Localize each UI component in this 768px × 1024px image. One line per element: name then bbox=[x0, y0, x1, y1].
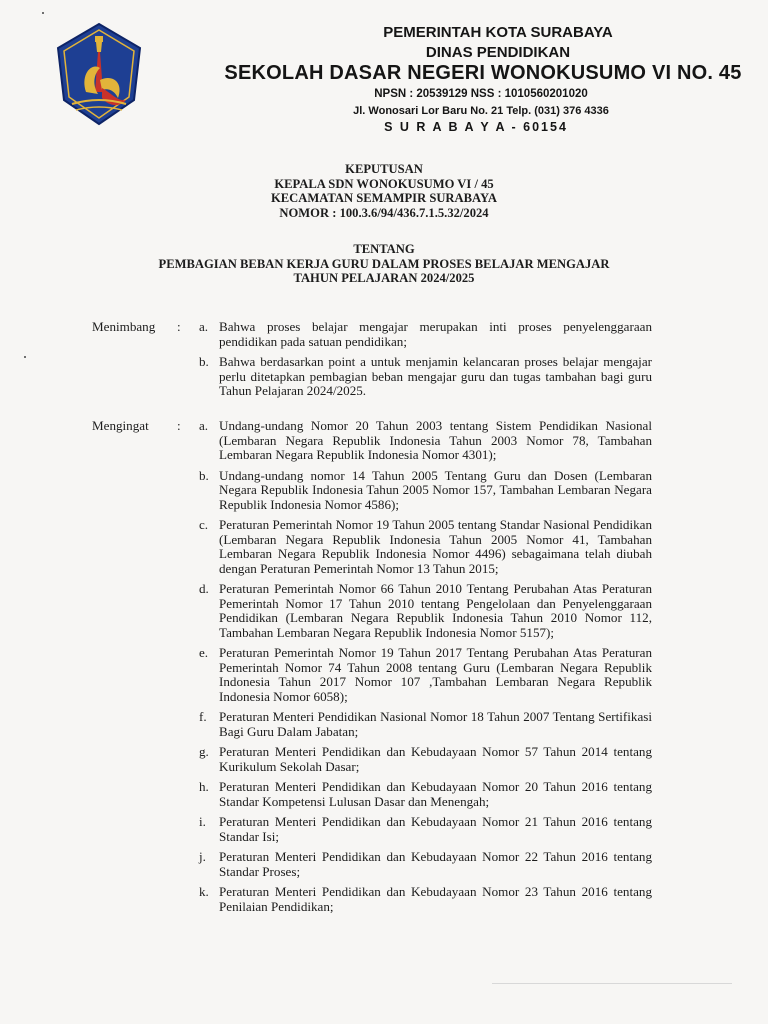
menimbang-label: Menimbang bbox=[92, 319, 156, 334]
list-item bbox=[199, 419, 652, 463]
item-text: Peraturan Menteri Pendidikan dan Kebudayaan Nomor 21 Tahun 2016 tentang Standar Isi; bbox=[219, 814, 652, 844]
item-marker: j. bbox=[199, 849, 206, 864]
list-item bbox=[199, 815, 652, 844]
decree-district: KECAMATAN SEMAMPIR SURABAYA bbox=[270, 191, 497, 205]
item-text: Peraturan Menteri Pendidikan dan Kebudayaan Nomor 23 Tahun 2016 tentang Penilaian Pendidikan; bbox=[219, 884, 652, 914]
section-colon: : bbox=[177, 319, 181, 334]
list-item bbox=[199, 355, 652, 399]
item-text: Peraturan Menteri Pendidikan dan Kebudayaan Nomor 22 Tahun 2016 tentang Standar Proses; bbox=[219, 849, 652, 879]
surabaya-city-emblem-icon bbox=[56, 22, 142, 126]
decree-issuer: KEPALA SDN WONOKUSUMO VI / 45 bbox=[274, 176, 494, 191]
department-name: DINAS PENDIDIKAN bbox=[425, 44, 571, 61]
mengingat-section bbox=[92, 419, 652, 920]
item-marker: h. bbox=[199, 779, 209, 794]
item-text: Peraturan Menteri Pendidikan Nasional Nomor 18 Tahun 2007 Tentang Sertifikasi Bagi Guru Dalam Jabatan; bbox=[219, 709, 652, 739]
list-item bbox=[199, 710, 652, 739]
school-ids: NPSN : 20539129 NSS : 1010560201020 bbox=[374, 88, 588, 100]
subject-title: PEMBAGIAN BEBAN KERJA GURU DALAM PROSES BELAJAR MENGAJAR bbox=[158, 256, 610, 271]
decree-subject bbox=[0, 242, 768, 286]
scan-speck bbox=[42, 12, 44, 14]
scan-edge-line bbox=[492, 983, 732, 984]
school-name: SEKOLAH DASAR NEGERI WONOKUSUMO VI NO. 45 bbox=[224, 62, 742, 84]
list-item bbox=[199, 582, 652, 640]
item-text: Peraturan Pemerintah Nomor 19 Tahun 2017 Tentang Perubahan Atas Peraturan Pemerintah Nomor 74 Tahun 2008 tentang Guru (Lembaran Negara Republik Indonesia Tahun 2017 Nomor 107 ,Tambahan Lembaran Negara Republik Indonesia Nomor 6058); bbox=[219, 645, 652, 704]
government-name: PEMERINTAH KOTA SURABAYA bbox=[383, 24, 613, 41]
item-marker: a. bbox=[199, 319, 209, 334]
item-marker: a. bbox=[199, 418, 209, 433]
decree-number: NOMOR : 100.3.6/94/436.7.1.5.32/2024 bbox=[279, 205, 489, 220]
scan-speck bbox=[24, 356, 26, 358]
school-city: S U R A B A Y A - 60154 bbox=[384, 120, 568, 134]
item-text: Peraturan Pemerintah Nomor 66 Tahun 2010 Tentang Perubahan Atas Peraturan Pemerintah Nomor 17 Tahun 2010 tentang Pengelolaan dan Penyelenggaraan Pendidikan (Lembaran Negara Republik Indonesia Tahun 2010 Nomor 112, Tambahan Lembaran Negara Republik Indonesia Nomor 5157); bbox=[219, 581, 652, 640]
item-text: Peraturan Pemerintah Nomor 19 Tahun 2005 tentang Standar Nasional Pendidikan (Lembaran Negara Republik Indonesia Tahun 2005 Nomor 41, Tambahan Lembaran Negara Republik Indonesia Nomor 4496) sebagaimana telah diubah dengan Peraturan Pemerintah Nomor 13 Tahun 2015; bbox=[219, 517, 652, 576]
item-marker: i. bbox=[199, 814, 206, 829]
item-text: Peraturan Menteri Pendidikan dan Kebudayaan Nomor 57 Tahun 2014 tentang Kurikulum Sekolah Dasar; bbox=[219, 744, 652, 774]
item-marker: k. bbox=[199, 884, 209, 899]
item-marker: b. bbox=[199, 354, 209, 369]
list-item bbox=[199, 518, 652, 576]
school-address: Jl. Wonosari Lor Baru No. 21 Telp. (031) 376 4336 bbox=[353, 105, 609, 117]
item-text: Undang-undang nomor 14 Tahun 2005 Tentang Guru dan Dosen (Lembaran Negara Republik Indonesia Tahun 2005 Nomor 157, Tambahan Lembaran Negara Republik Indonesia Nomor 4586); bbox=[219, 467, 652, 512]
item-marker: e. bbox=[199, 645, 209, 660]
subject-year: TAHUN PELAJARAN 2024/2025 bbox=[293, 271, 475, 285]
list-item bbox=[199, 885, 652, 914]
item-marker: g. bbox=[199, 744, 209, 759]
mengingat-label: Mengingat bbox=[92, 418, 149, 433]
list-item bbox=[199, 850, 652, 879]
item-text: Undang-undang Nomor 20 Tahun 2003 tentang Sistem Pendidikan Nasional (Lembaran Negara Republik Indonesia Tahun 2003 Nomor 78, Tambahan Lembaran Negara Republik Indonesia Nomor 4301); bbox=[219, 418, 652, 462]
list-item bbox=[199, 780, 652, 809]
item-marker: b. bbox=[199, 467, 209, 483]
decree-heading bbox=[0, 162, 768, 220]
list-item bbox=[199, 469, 652, 513]
list-item bbox=[199, 745, 652, 774]
section-colon: : bbox=[177, 418, 181, 433]
decree-title: KEPUTUSAN bbox=[345, 162, 423, 176]
item-text: Bahwa proses belajar mengajar merupakan inti proses penyelenggaraan pendidikan pada satuan pendidikan; bbox=[219, 319, 652, 349]
list-item bbox=[199, 646, 652, 704]
menimbang-section bbox=[92, 320, 652, 405]
item-marker: c. bbox=[199, 517, 209, 532]
item-marker: d. bbox=[199, 581, 209, 596]
list-item bbox=[199, 320, 652, 349]
item-text: Peraturan Menteri Pendidikan dan Kebudayaan Nomor 20 Tahun 2016 tentang Standar Kompetensi Lulusan Dasar dan Menengah; bbox=[219, 779, 652, 809]
item-marker: f. bbox=[199, 709, 207, 724]
item-text: Bahwa berdasarkan point a untuk menjamin kelancaran proses belajar mengajar perlu ditetapkan pembagian beban mengajar guru dan tugas tambahan bagi guru Tahun Pelajaran 2024/2025. bbox=[219, 354, 652, 398]
subject-tentang: TENTANG bbox=[353, 242, 415, 256]
